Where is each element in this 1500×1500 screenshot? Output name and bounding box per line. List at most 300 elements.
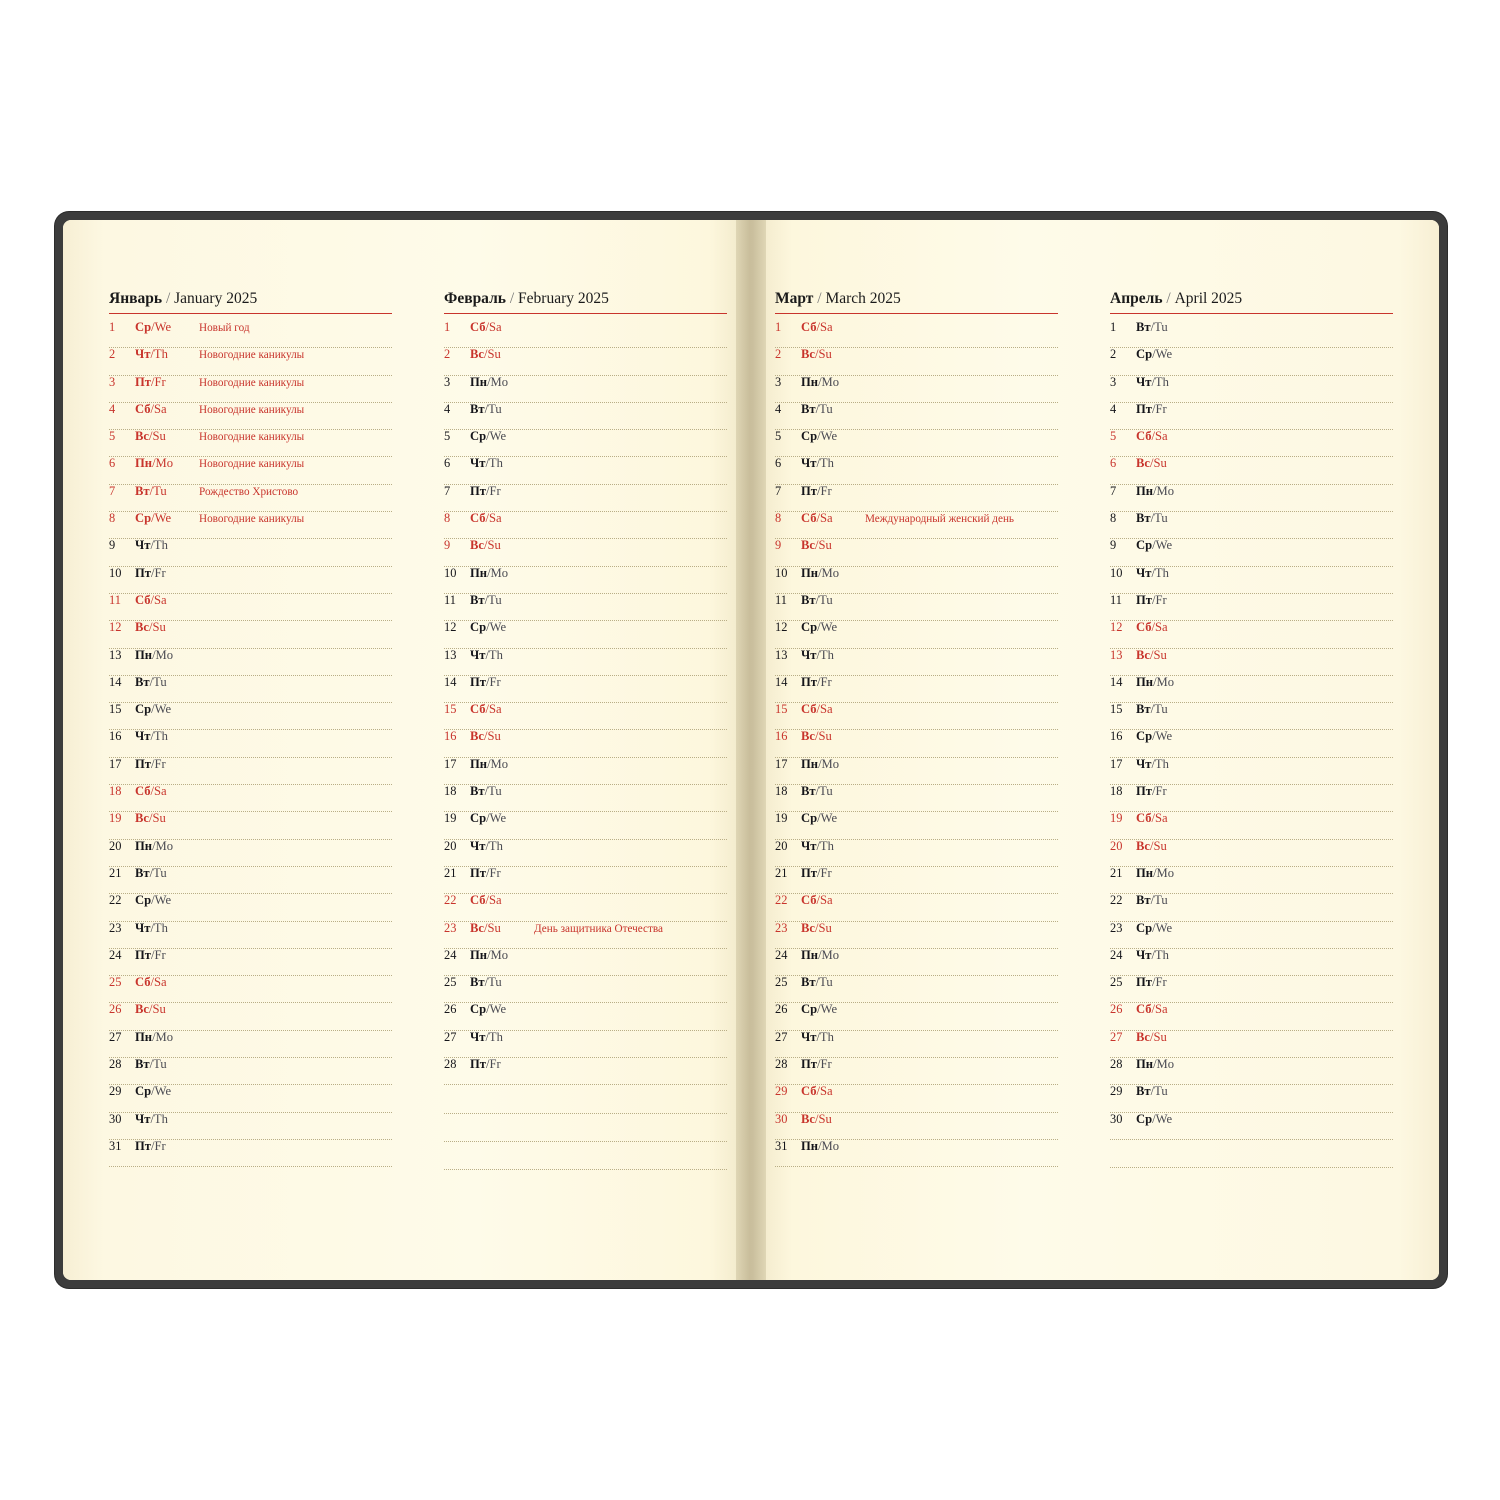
day-of-week-ru: Пн bbox=[801, 756, 819, 771]
day-of-week-lat: /Th bbox=[816, 1029, 834, 1044]
day-row[interactable] bbox=[109, 512, 392, 539]
day-row[interactable] bbox=[775, 812, 1058, 839]
day-of-week-lat: /Tu bbox=[484, 975, 502, 990]
day-row[interactable] bbox=[109, 457, 392, 484]
day-of-week bbox=[801, 1058, 859, 1071]
day-row[interactable] bbox=[1110, 594, 1393, 621]
day-row[interactable] bbox=[109, 621, 392, 648]
day-row[interactable] bbox=[109, 812, 392, 839]
day-of-week-lat: /We bbox=[151, 893, 172, 908]
day-row[interactable] bbox=[444, 567, 727, 594]
day-of-week bbox=[470, 430, 528, 443]
day-of-week-lat: /Fr bbox=[485, 1057, 501, 1072]
day-row[interactable] bbox=[444, 430, 727, 457]
day-row[interactable] bbox=[109, 649, 392, 676]
day-of-week-ru: Пт bbox=[135, 1138, 151, 1153]
day-number: 2 bbox=[109, 347, 116, 362]
day-of-week-ru: Сб bbox=[470, 893, 486, 908]
day-row[interactable] bbox=[444, 867, 727, 894]
day-of-week-lat: /Fr bbox=[150, 565, 166, 580]
day-row[interactable] bbox=[444, 512, 727, 539]
day-of-week-ru: Вс bbox=[135, 811, 149, 826]
day-number: 10 bbox=[444, 565, 457, 580]
day-row[interactable] bbox=[1110, 812, 1393, 839]
day-of-week-lat: /Fr bbox=[1151, 975, 1167, 990]
day-of-week bbox=[1136, 894, 1194, 907]
day-row[interactable] bbox=[1110, 1085, 1393, 1112]
day-of-week-ru: Вт bbox=[470, 592, 485, 607]
day-row[interactable] bbox=[444, 403, 727, 430]
day-of-week bbox=[470, 539, 528, 552]
day-number: 30 bbox=[109, 1111, 122, 1126]
day-row[interactable] bbox=[444, 649, 727, 676]
month-column-january bbox=[109, 290, 418, 1280]
day-row[interactable] bbox=[444, 758, 727, 785]
day-of-week-ru: Вт bbox=[135, 483, 150, 498]
day-row[interactable] bbox=[775, 976, 1058, 1003]
day-row[interactable] bbox=[109, 730, 392, 757]
day-of-week bbox=[135, 594, 193, 607]
holiday-note: Новогодние каникулы bbox=[199, 350, 305, 362]
day-of-week bbox=[135, 321, 193, 334]
empty-ruled-line bbox=[444, 1085, 727, 1113]
day-row[interactable] bbox=[444, 376, 727, 403]
day-row[interactable] bbox=[1110, 1058, 1393, 1085]
day-number: 7 bbox=[1110, 483, 1117, 498]
day-row[interactable] bbox=[444, 703, 727, 730]
day-row[interactable] bbox=[775, 321, 1058, 348]
day-row[interactable] bbox=[1110, 376, 1393, 403]
day-row[interactable] bbox=[109, 485, 392, 512]
day-row[interactable] bbox=[775, 949, 1058, 976]
day-number: 5 bbox=[775, 429, 782, 444]
day-of-week bbox=[1136, 621, 1194, 634]
day-of-week bbox=[135, 840, 193, 853]
day-row[interactable] bbox=[775, 1031, 1058, 1058]
day-of-week-ru: Пт bbox=[470, 674, 486, 689]
day-number: 19 bbox=[444, 811, 457, 826]
day-row[interactable] bbox=[109, 376, 392, 403]
day-row[interactable] bbox=[109, 758, 392, 785]
day-of-week-ru: Вс bbox=[470, 347, 484, 362]
day-of-week bbox=[470, 649, 528, 662]
day-number: 7 bbox=[444, 483, 451, 498]
day-of-week bbox=[135, 539, 193, 552]
day-of-week bbox=[801, 567, 859, 580]
day-row[interactable] bbox=[775, 403, 1058, 430]
day-of-week-ru: Вт bbox=[1136, 511, 1151, 526]
day-of-week bbox=[1136, 785, 1194, 798]
day-of-week bbox=[135, 1031, 193, 1044]
day-row[interactable] bbox=[444, 730, 727, 757]
day-number: 10 bbox=[775, 565, 788, 580]
day-of-week bbox=[801, 922, 859, 935]
day-row[interactable] bbox=[444, 812, 727, 839]
day-row[interactable] bbox=[1110, 539, 1393, 566]
day-of-week bbox=[470, 567, 528, 580]
day-number: 14 bbox=[109, 674, 122, 689]
day-row[interactable] bbox=[775, 730, 1058, 757]
day-row[interactable] bbox=[444, 976, 727, 1003]
day-row[interactable] bbox=[1110, 758, 1393, 785]
day-number: 17 bbox=[444, 756, 457, 771]
day-row[interactable] bbox=[109, 922, 392, 949]
day-row[interactable] bbox=[1110, 485, 1393, 512]
day-of-week bbox=[470, 730, 528, 743]
day-row[interactable] bbox=[1110, 457, 1393, 484]
day-of-week-ru: Вс bbox=[801, 347, 815, 362]
day-row[interactable] bbox=[775, 703, 1058, 730]
day-row[interactable] bbox=[109, 867, 392, 894]
day-of-week bbox=[135, 1113, 193, 1126]
day-of-week-lat: /Tu bbox=[149, 1057, 167, 1072]
day-number: 11 bbox=[775, 592, 787, 607]
day-of-week-lat: /Th bbox=[485, 838, 503, 853]
day-list-march bbox=[775, 321, 1058, 1167]
day-row[interactable] bbox=[109, 1113, 392, 1140]
day-row[interactable] bbox=[444, 348, 727, 375]
day-number: 6 bbox=[1110, 456, 1117, 471]
day-of-week bbox=[801, 676, 859, 689]
day-row[interactable] bbox=[1110, 348, 1393, 375]
day-of-week-lat: /We bbox=[1152, 920, 1173, 935]
day-row[interactable] bbox=[1110, 430, 1393, 457]
day-of-week-lat: /Fr bbox=[150, 947, 166, 962]
day-number: 10 bbox=[1110, 565, 1123, 580]
day-of-week bbox=[470, 867, 528, 880]
day-row[interactable] bbox=[775, 430, 1058, 457]
day-of-week bbox=[470, 512, 528, 525]
day-row[interactable] bbox=[1110, 567, 1393, 594]
day-row[interactable] bbox=[1110, 840, 1393, 867]
day-number: 14 bbox=[775, 674, 788, 689]
month-separator: / bbox=[165, 290, 171, 307]
day-row[interactable] bbox=[775, 1003, 1058, 1030]
day-row[interactable] bbox=[1110, 1003, 1393, 1030]
day-of-week bbox=[135, 785, 193, 798]
day-row[interactable] bbox=[1110, 730, 1393, 757]
day-row[interactable] bbox=[109, 949, 392, 976]
day-of-week-lat: /Tu bbox=[484, 401, 502, 416]
day-of-week-ru: Вт bbox=[1136, 893, 1151, 908]
day-of-week-lat: /Sa bbox=[150, 401, 167, 416]
day-of-week bbox=[135, 1003, 193, 1016]
day-row[interactable] bbox=[109, 676, 392, 703]
day-of-week-lat: /Tu bbox=[149, 674, 167, 689]
day-of-week-lat: /Tu bbox=[484, 784, 502, 799]
day-row[interactable] bbox=[775, 1058, 1058, 1085]
day-of-week-ru: Вт bbox=[470, 784, 485, 799]
day-row[interactable] bbox=[444, 785, 727, 812]
day-row[interactable] bbox=[1110, 1031, 1393, 1058]
day-of-week bbox=[801, 785, 859, 798]
day-of-week-ru: Вт bbox=[801, 592, 816, 607]
day-row[interactable] bbox=[775, 894, 1058, 921]
day-of-week bbox=[470, 840, 528, 853]
holiday-note: День защитника Отечества bbox=[534, 923, 663, 935]
day-number: 16 bbox=[1110, 729, 1123, 744]
day-row[interactable] bbox=[775, 922, 1058, 949]
day-of-week bbox=[135, 457, 193, 470]
day-row[interactable] bbox=[1110, 321, 1393, 348]
day-row[interactable] bbox=[775, 758, 1058, 785]
day-number: 21 bbox=[444, 865, 457, 880]
day-of-week bbox=[1136, 376, 1194, 389]
day-of-week bbox=[801, 430, 859, 443]
day-of-week-lat: /Tu bbox=[1150, 702, 1168, 717]
day-row[interactable] bbox=[775, 567, 1058, 594]
day-of-week-lat: /Th bbox=[816, 647, 834, 662]
day-of-week bbox=[1136, 1058, 1194, 1071]
day-row[interactable] bbox=[109, 894, 392, 921]
day-number: 16 bbox=[109, 729, 122, 744]
day-of-week bbox=[135, 649, 193, 662]
day-of-week bbox=[1136, 457, 1194, 470]
day-row[interactable] bbox=[444, 621, 727, 648]
day-of-week-ru: Чт bbox=[135, 538, 151, 553]
day-row[interactable] bbox=[109, 594, 392, 621]
day-row[interactable] bbox=[444, 1003, 727, 1030]
day-of-week-ru: Ср bbox=[135, 702, 152, 717]
day-of-week-ru: Вт bbox=[801, 975, 816, 990]
day-of-week-lat: /Fr bbox=[1151, 592, 1167, 607]
day-row[interactable] bbox=[1110, 867, 1393, 894]
day-of-week-ru: Чт bbox=[470, 456, 486, 471]
day-number: 21 bbox=[1110, 865, 1123, 880]
day-of-week-ru: Вс bbox=[1136, 647, 1150, 662]
day-row[interactable] bbox=[775, 348, 1058, 375]
day-of-week-lat: /Mo bbox=[1153, 483, 1175, 498]
day-number: 9 bbox=[1110, 538, 1117, 553]
day-row[interactable] bbox=[444, 1058, 727, 1085]
day-row[interactable] bbox=[775, 485, 1058, 512]
day-row[interactable] bbox=[444, 894, 727, 921]
day-of-week-lat: /Su bbox=[1150, 647, 1167, 662]
day-of-week bbox=[801, 1085, 859, 1098]
day-number: 26 bbox=[444, 1002, 457, 1017]
day-of-week-lat: /Su bbox=[815, 1111, 832, 1126]
day-of-week bbox=[1136, 539, 1194, 552]
day-of-week bbox=[1136, 1031, 1194, 1044]
day-number: 17 bbox=[109, 756, 122, 771]
day-of-week-ru: Ср bbox=[470, 620, 487, 635]
day-of-week-ru: Вт bbox=[1136, 1084, 1151, 1099]
day-of-week bbox=[801, 1003, 859, 1016]
day-row[interactable] bbox=[775, 676, 1058, 703]
day-of-week-lat: /Tu bbox=[815, 401, 833, 416]
day-number: 23 bbox=[444, 920, 457, 935]
day-of-week bbox=[470, 949, 528, 962]
day-of-week-lat: /We bbox=[486, 1002, 507, 1017]
day-row[interactable] bbox=[444, 1031, 727, 1058]
day-number: 3 bbox=[1110, 374, 1117, 389]
day-row[interactable] bbox=[1110, 785, 1393, 812]
day-of-week bbox=[801, 867, 859, 880]
day-of-week bbox=[1136, 348, 1194, 361]
day-row[interactable] bbox=[444, 922, 727, 949]
day-of-week bbox=[801, 376, 859, 389]
day-of-week-lat: /Su bbox=[1150, 838, 1167, 853]
day-row[interactable] bbox=[109, 567, 392, 594]
day-row[interactable] bbox=[444, 539, 727, 566]
day-row[interactable] bbox=[444, 949, 727, 976]
day-of-week bbox=[1136, 922, 1194, 935]
day-row[interactable] bbox=[775, 594, 1058, 621]
day-row[interactable] bbox=[775, 1140, 1058, 1167]
day-number: 4 bbox=[775, 401, 782, 416]
day-row[interactable] bbox=[775, 785, 1058, 812]
day-of-week-ru: Пн bbox=[135, 456, 153, 471]
day-row[interactable] bbox=[109, 1085, 392, 1112]
day-row[interactable] bbox=[444, 594, 727, 621]
day-row[interactable] bbox=[1110, 403, 1393, 430]
day-number: 21 bbox=[109, 865, 122, 880]
day-of-week bbox=[801, 348, 859, 361]
day-of-week-ru: Чт bbox=[801, 647, 817, 662]
day-of-week-lat: /Fr bbox=[816, 865, 832, 880]
day-of-week-ru: Ср bbox=[135, 320, 152, 334]
day-number: 13 bbox=[775, 647, 788, 662]
day-of-week-lat: /Mo bbox=[818, 374, 840, 389]
day-of-week-lat: /Mo bbox=[1153, 1057, 1175, 1072]
day-of-week-ru: Сб bbox=[470, 320, 486, 334]
day-of-week-lat: /Fr bbox=[485, 865, 501, 880]
day-row[interactable] bbox=[444, 840, 727, 867]
day-number: 7 bbox=[109, 483, 116, 498]
day-row[interactable] bbox=[109, 1058, 392, 1085]
day-row[interactable] bbox=[1110, 512, 1393, 539]
day-row[interactable] bbox=[444, 457, 727, 484]
day-row[interactable] bbox=[775, 1085, 1058, 1112]
day-of-week bbox=[801, 758, 859, 771]
month-heading bbox=[444, 290, 727, 314]
day-number: 27 bbox=[444, 1029, 457, 1044]
day-row[interactable] bbox=[1110, 621, 1393, 648]
day-of-week-ru: Пт bbox=[801, 483, 817, 498]
day-row[interactable] bbox=[109, 976, 392, 1003]
day-row[interactable] bbox=[109, 403, 392, 430]
day-of-week-lat: /Fr bbox=[485, 483, 501, 498]
day-row[interactable] bbox=[775, 376, 1058, 403]
day-number: 8 bbox=[444, 511, 451, 526]
day-row[interactable] bbox=[1110, 676, 1393, 703]
day-of-week-lat: /We bbox=[486, 620, 507, 635]
day-of-week bbox=[801, 894, 859, 907]
day-row[interactable] bbox=[775, 649, 1058, 676]
day-row[interactable] bbox=[1110, 949, 1393, 976]
holiday-note: Новогодние каникулы bbox=[199, 377, 305, 389]
month-separator: / bbox=[817, 290, 822, 307]
day-row[interactable] bbox=[109, 1031, 392, 1058]
day-row[interactable] bbox=[775, 840, 1058, 867]
day-row[interactable] bbox=[109, 703, 392, 730]
day-of-week-ru: Ср bbox=[470, 811, 487, 826]
day-of-week bbox=[470, 812, 528, 825]
day-of-week bbox=[470, 922, 528, 935]
day-row[interactable] bbox=[1110, 1113, 1393, 1140]
day-number: 28 bbox=[775, 1057, 788, 1072]
day-of-week bbox=[470, 621, 528, 634]
day-of-week-lat: /Fr bbox=[1151, 401, 1167, 416]
day-row[interactable] bbox=[109, 840, 392, 867]
day-row[interactable] bbox=[1110, 649, 1393, 676]
day-row[interactable] bbox=[444, 321, 727, 348]
day-row[interactable] bbox=[775, 457, 1058, 484]
holiday-note: Новогодние каникулы bbox=[199, 404, 305, 416]
day-of-week-ru: Вс bbox=[470, 920, 484, 935]
day-row[interactable] bbox=[1110, 894, 1393, 921]
day-row[interactable] bbox=[109, 539, 392, 566]
day-of-week-ru: Сб bbox=[801, 893, 817, 908]
day-of-week-lat: /Tu bbox=[149, 865, 167, 880]
day-row[interactable] bbox=[1110, 922, 1393, 949]
day-of-week-lat: /Su bbox=[484, 538, 501, 553]
day-number: 16 bbox=[775, 729, 788, 744]
day-of-week-lat: /Sa bbox=[1151, 429, 1168, 444]
day-number: 20 bbox=[109, 838, 122, 853]
day-of-week-lat: /Sa bbox=[150, 975, 167, 990]
day-of-week-ru: Вс bbox=[470, 729, 484, 744]
day-of-week-lat: /We bbox=[151, 702, 172, 717]
day-of-week bbox=[470, 1031, 528, 1044]
day-of-week-ru: Сб bbox=[135, 784, 151, 799]
day-of-week-lat: /We bbox=[151, 1084, 172, 1099]
day-row[interactable] bbox=[444, 676, 727, 703]
day-number: 30 bbox=[1110, 1111, 1123, 1126]
day-of-week-lat: /Fr bbox=[816, 483, 832, 498]
day-row[interactable] bbox=[775, 512, 1058, 539]
day-row[interactable] bbox=[775, 867, 1058, 894]
day-of-week-lat: /Su bbox=[1150, 456, 1167, 471]
day-of-week-ru: Ср bbox=[1136, 729, 1153, 744]
day-of-week-ru: Вс bbox=[135, 620, 149, 635]
day-row[interactable] bbox=[109, 348, 392, 375]
day-of-week bbox=[470, 785, 528, 798]
day-row[interactable] bbox=[109, 1003, 392, 1030]
day-of-week-lat: /Th bbox=[1151, 756, 1169, 771]
day-row[interactable] bbox=[775, 1113, 1058, 1140]
day-number: 3 bbox=[775, 374, 782, 389]
day-of-week-lat: /Fr bbox=[150, 1138, 166, 1153]
day-number: 5 bbox=[1110, 429, 1117, 444]
day-of-week-ru: Чт bbox=[801, 456, 817, 471]
month-column-february bbox=[418, 290, 727, 1280]
day-of-week-lat: /Sa bbox=[816, 1084, 833, 1099]
day-of-week-lat: /Mo bbox=[1153, 674, 1175, 689]
day-row[interactable] bbox=[1110, 703, 1393, 730]
day-of-week-lat: /Tu bbox=[1150, 893, 1168, 908]
day-row[interactable] bbox=[109, 1140, 392, 1167]
day-row[interactable] bbox=[775, 621, 1058, 648]
day-row[interactable] bbox=[1110, 976, 1393, 1003]
day-row[interactable] bbox=[109, 785, 392, 812]
day-of-week-lat: /Fr bbox=[816, 674, 832, 689]
day-of-week-ru: Сб bbox=[470, 511, 486, 526]
day-row[interactable] bbox=[109, 430, 392, 457]
day-of-week-lat: /Tu bbox=[1150, 320, 1168, 334]
day-list-february bbox=[444, 321, 727, 1170]
day-number: 25 bbox=[1110, 975, 1123, 990]
day-of-week bbox=[135, 1140, 193, 1153]
day-number: 11 bbox=[109, 592, 121, 607]
day-row[interactable] bbox=[109, 321, 392, 348]
day-row[interactable] bbox=[775, 539, 1058, 566]
day-of-week-ru: Ср bbox=[801, 429, 818, 444]
day-of-week-lat: /Sa bbox=[485, 893, 502, 908]
day-of-week-ru: Вт bbox=[1136, 702, 1151, 717]
day-of-week-ru: Ср bbox=[470, 429, 487, 444]
day-row[interactable] bbox=[444, 485, 727, 512]
